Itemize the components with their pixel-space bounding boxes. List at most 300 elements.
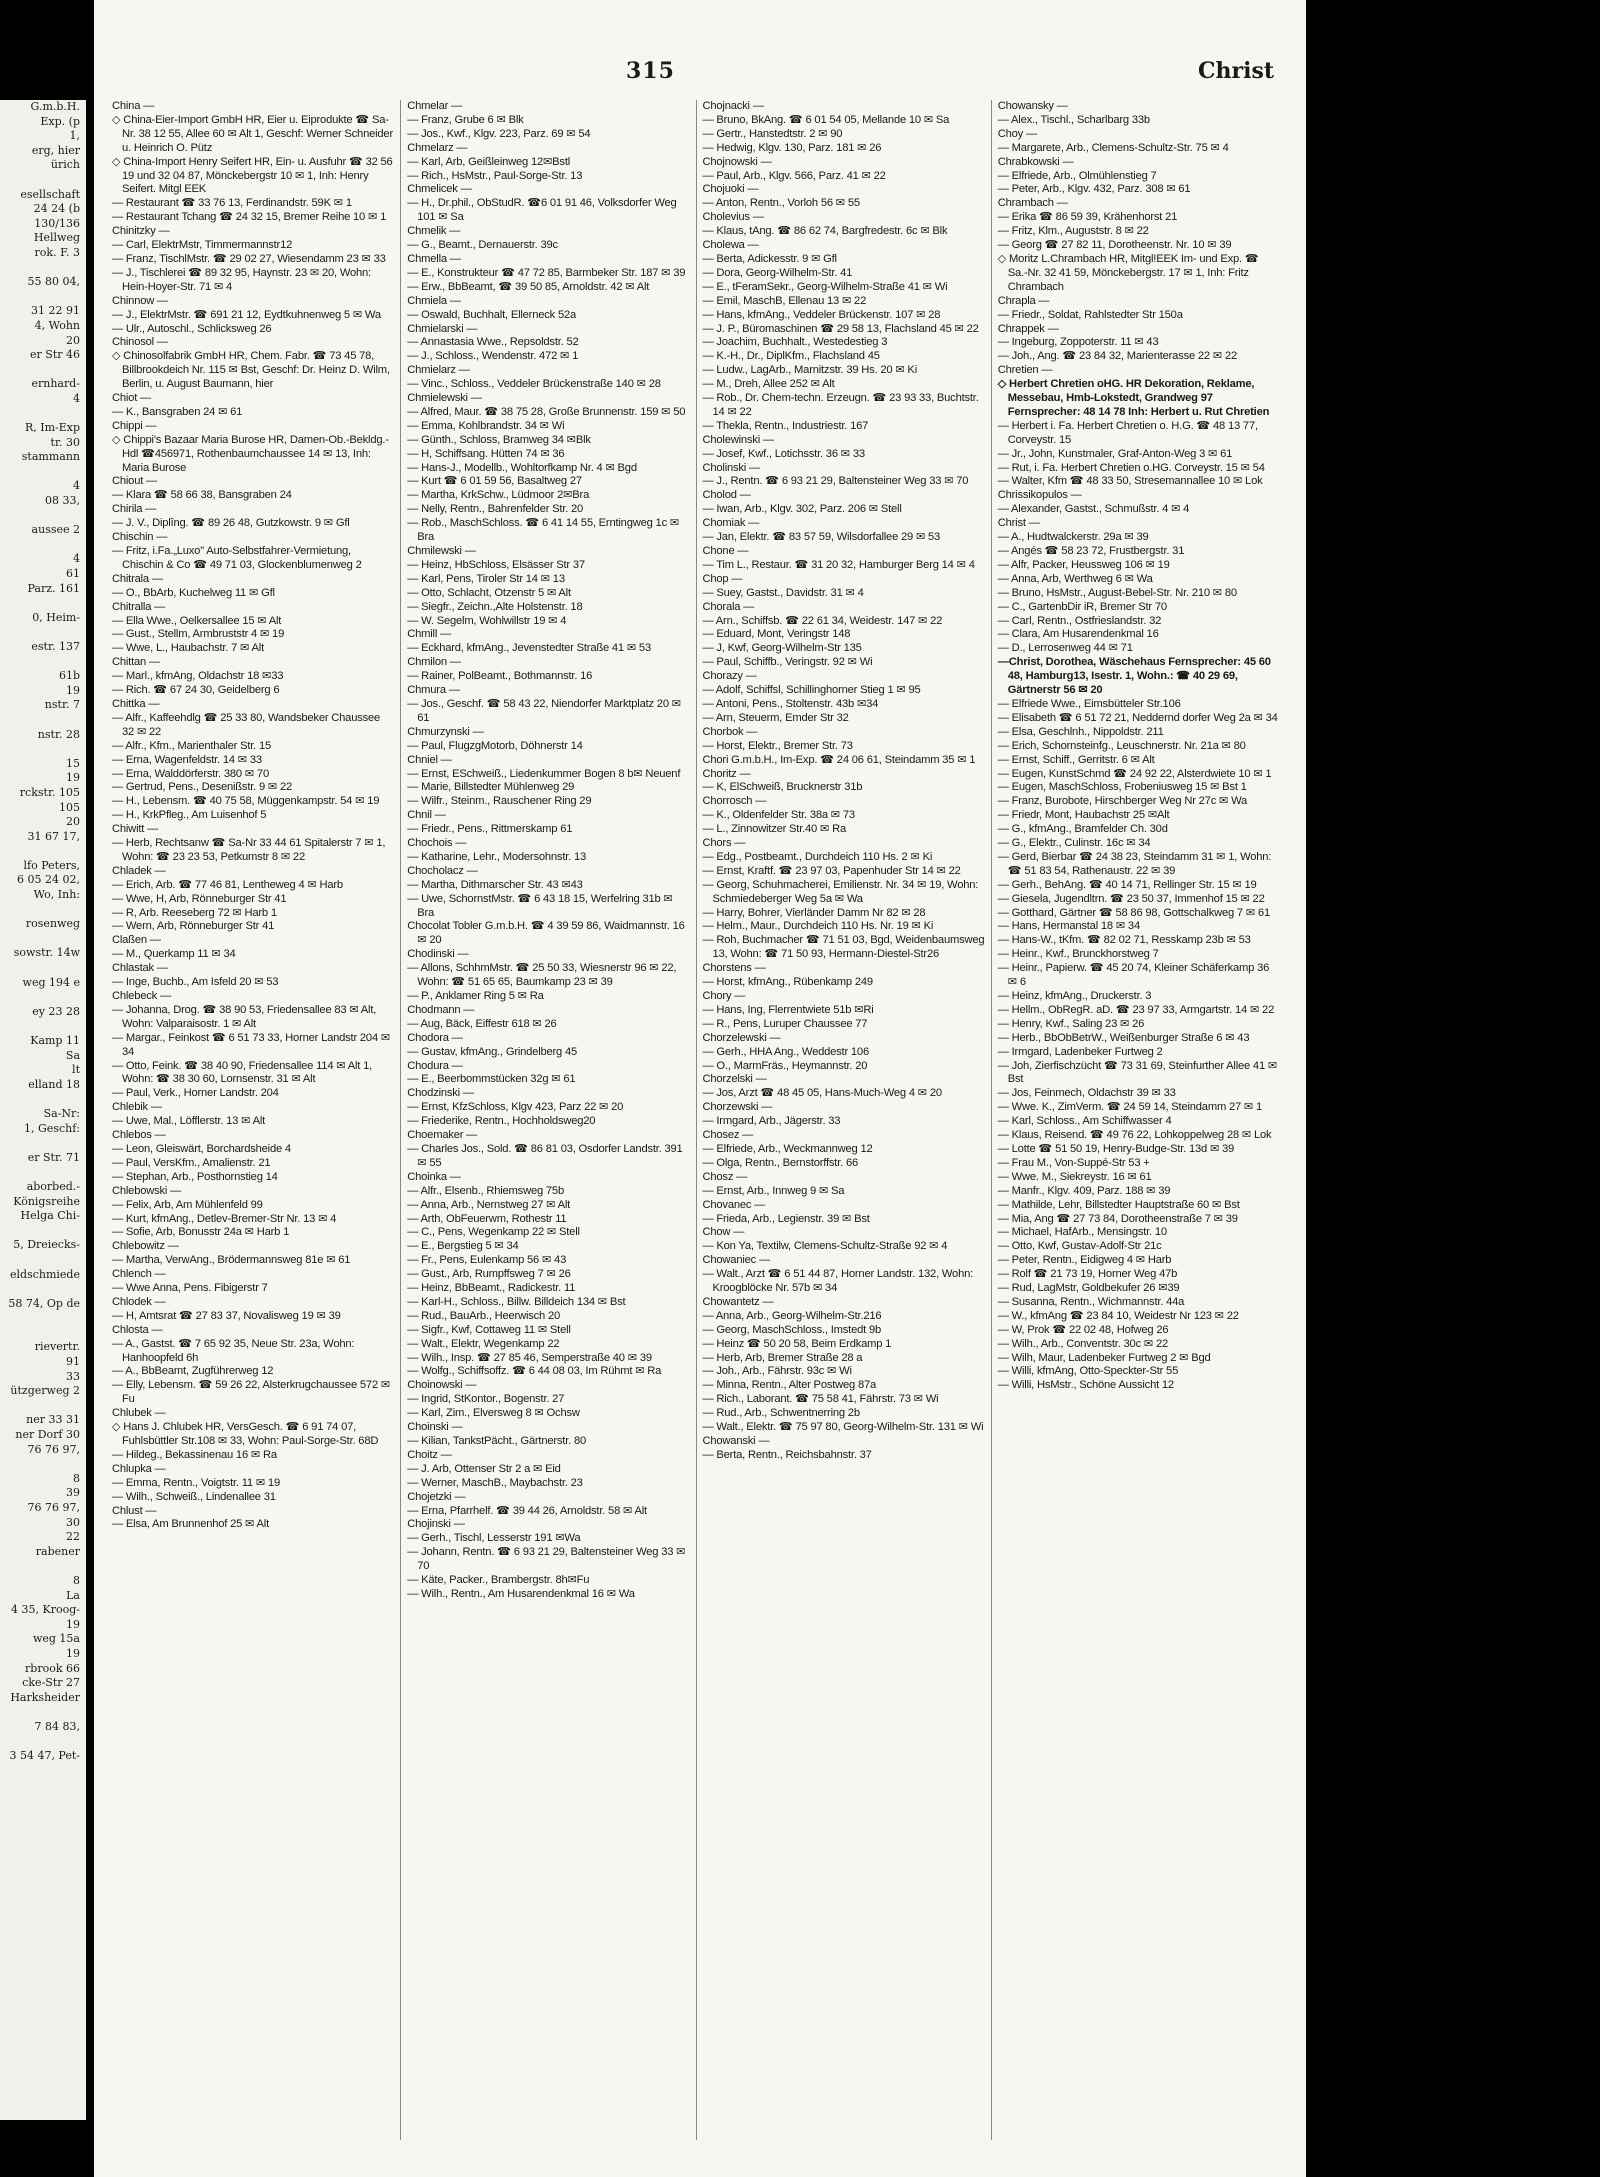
directory-entry: — Jr., John, Kunstmaler, Graf-Anton-Weg 3 ✉ 61 bbox=[997, 447, 1233, 460]
directory-entry: — Restaurant Tchang ☎ 24 32 15, Bremer Reihe 10 ✉ 1 bbox=[112, 211, 387, 224]
directory-entry: — Irmgard, Ladenbeker Furtweg 2 bbox=[997, 1045, 1163, 1058]
directory-entry: Chmella — bbox=[407, 252, 461, 265]
directory-entry: — Paul, Schiffb., Veringstr. 92 ✉ Wi bbox=[702, 656, 873, 669]
sliver-line: rbrook 66 bbox=[25, 1661, 80, 1675]
directory-entry: — Fritz, i.Fa.„Luxo" Auto-Selbstfahrer-Vermietung, Chischin & Co ☎ 49 71 03, Glockenblumenweg 2 bbox=[112, 545, 362, 571]
directory-entry: Chmilewski — bbox=[407, 545, 476, 557]
directory-entry: — Horst, kfmAng., Rübenkamp 249 bbox=[702, 976, 873, 989]
directory-entry: — Georg, Schuhmacherei, Emilienstr. Nr. 34 ✉ 19, Wohn: Schmiedeberger Weg 5a ✉ Wa bbox=[702, 878, 979, 905]
directory-entry: Chlench — bbox=[112, 1268, 166, 1281]
directory-entry: Choinski — bbox=[407, 1421, 463, 1434]
directory-entry: — A., Gastst. ☎ 7 65 92 35, Neue Str. 23a, Wohn: Hanhoopfeld 6h bbox=[112, 1337, 355, 1364]
directory-entry: Chitrala — bbox=[112, 572, 163, 585]
directory-entry: Chinitzky — bbox=[112, 225, 170, 238]
directory-entry: Chow — bbox=[702, 1226, 745, 1239]
sliver-line: ernhard- bbox=[31, 377, 80, 391]
adjacent-page-sliver bbox=[0, 100, 86, 2120]
directory-entry: — Herbert i. Fa. Herbert Chretien o. H.G. ☎ 48 13 77, Corveystr. 15 bbox=[997, 419, 1258, 446]
sliver-line bbox=[0, 844, 84, 859]
sliver-line bbox=[0, 1282, 84, 1297]
directory-entry: Chittka — bbox=[112, 697, 160, 710]
sliver-line: 4 bbox=[73, 479, 80, 493]
directory-entry: — Josef, Kwf., Lotichsstr. 36 ✉ 33 bbox=[702, 447, 865, 460]
directory-entry: — Gerh., BehAng. ☎ 40 14 71, Rellinger Str. 15 ✉ 19 bbox=[997, 878, 1257, 891]
directory-entry: Chmelarz — bbox=[407, 141, 468, 154]
directory-entry: — Wilh., Schweiß., Lindenallee 31 bbox=[112, 1490, 276, 1503]
directory-entry: — Alfr., Kfm., Marienthaler Str. 15 bbox=[112, 739, 272, 752]
directory-entry: — Martha, KrkSchw., Lüdmoor 2✉Bra bbox=[407, 489, 590, 502]
sliver-line bbox=[0, 1019, 84, 1034]
directory-entry: — Wwe, L., Haubachstr. 7 ✉ Alt bbox=[112, 642, 264, 655]
directory-entry: — Mathilde, Lehr, Billstedter Hauptstraße 60 ✉ Bst bbox=[997, 1198, 1240, 1211]
directory-entry: — Joachim, Buchhalt., Westedestieg 3 bbox=[702, 336, 888, 349]
directory-entry: — Hans-W., tKfm. ☎ 82 02 71, Resskamp 23b ✉ 53 bbox=[997, 934, 1251, 947]
directory-entry: — Hans-J., Modellb., Wohltorfkamp Nr. 4 ✉ Bgd bbox=[407, 461, 637, 474]
directory-entry: Chrapla — bbox=[997, 294, 1050, 307]
sliver-line bbox=[0, 655, 84, 670]
directory-entry: — Walt., Elektr. ☎ 75 97 80, Georg-Wilhelm-Str. 131 ✉ Wi bbox=[702, 1421, 984, 1434]
directory-entry: — H, Schiffsang. Hütten 74 ✉ 36 bbox=[407, 447, 565, 460]
directory-entry: — Günth., Schloss, Bramweg 34 ✉Blk bbox=[407, 433, 591, 446]
directory-entry: — Ernst, Kraftf. ☎ 23 97 03, Papenhuder Str 14 ✉ 22 bbox=[702, 864, 961, 877]
directory-entry: — Dora, Georg-Wilhelm-Str. 41 bbox=[702, 266, 853, 279]
sliver-line: 39 bbox=[66, 1486, 80, 1500]
directory-entry: — Minna, Rentn., Alter Postweg 87a bbox=[702, 1379, 877, 1392]
directory-entry: — Wern, Arb, Rönneburger Str 41 bbox=[112, 920, 275, 933]
directory-entry: — Margar., Feinkost ☎ 6 51 73 33, Horner Landstr 204 ✉ 34 bbox=[112, 1031, 391, 1058]
directory-entry: — Allons, SchhmMstr. ☎ 25 50 33, Wiesnerstr 96 ✉ 22, Wohn: ☎ 51 65 65, Baumkamp 23 ✉ 39 bbox=[407, 962, 677, 989]
directory-entry: — Erna, Pfarrhelf. ☎ 39 44 26, Arnoldstr. 58 ✉ Alt bbox=[407, 1504, 647, 1517]
directory-entry: Chnil — bbox=[407, 809, 446, 822]
directory-entry: — Eduard, Mont, Veringstr 148 bbox=[702, 628, 851, 641]
directory-entry: Cholod — bbox=[702, 489, 751, 502]
directory-entry: — G., Beamt., Dernauerstr. 39c bbox=[407, 239, 558, 252]
sliver-line bbox=[0, 1092, 84, 1107]
directory-entry: — Martha, Dithmarscher Str. 43 ✉43 bbox=[407, 878, 583, 891]
sliver-line: 8 bbox=[73, 1573, 80, 1587]
sliver-line: 6 05 24 02, bbox=[17, 873, 80, 887]
directory-entry: — E., Beerbommstücken 32g ✉ 61 bbox=[407, 1073, 576, 1086]
directory-entry: Chlebeck — bbox=[112, 990, 171, 1002]
sliver-line bbox=[0, 1253, 84, 1268]
directory-entry: — Rut, i. Fa. Herbert Chretien o.HG. Corveystr. 15 ✉ 54 bbox=[997, 461, 1265, 474]
directory-entry: — Marl., kfmAng, Oldachstr 18 ✉33 bbox=[112, 670, 284, 683]
directory-entry: — H., Dr.phil., ObStudR. ☎6 01 91 46, Volksdorfer Weg 101 ✉ Sa bbox=[407, 197, 677, 224]
directory-entry: Chop — bbox=[702, 572, 743, 585]
directory-entry: — Jos, Feinmech, Oldachstr 39 ✉ 33 bbox=[997, 1087, 1176, 1100]
directory-entry: Chocholacz — bbox=[407, 864, 478, 877]
directory-entry: — Heinr., Papierw. ☎ 45 20 74, Kleiner Schäferkamp 36 ✉ 6 bbox=[997, 962, 1270, 989]
sliver-line: rievertr. bbox=[34, 1340, 80, 1354]
directory-entry: — C., GartenbDir iR, Bremer Str 70 bbox=[997, 600, 1167, 613]
directory-entry: Choemaker — bbox=[407, 1129, 478, 1142]
directory-entry: — Anna, Arb., Georg-Wilhelm-Str.216 bbox=[702, 1309, 882, 1322]
sliver-line: 19 bbox=[66, 683, 80, 697]
directory-entry: — E., Bergstieg 5 ✉ 34 bbox=[407, 1240, 519, 1253]
directory-entry: — Eckhard, kfmAng., Jevenstedter Straße 41 ✉ 53 bbox=[407, 642, 651, 655]
sliver-line bbox=[0, 290, 84, 305]
directory-entry: — E., tFeramSekr., Georg-Wilhelm-Straße 41 ✉ Wi bbox=[702, 280, 948, 293]
directory-entry: — Helm., Maur., Durchdeich 110 Hs. Nr. 19 ✉ Ki bbox=[702, 920, 934, 933]
sliver-line: ner Dorf 30 bbox=[15, 1428, 80, 1442]
column-1 bbox=[106, 100, 400, 2140]
sliver-line: elland 18 bbox=[28, 1077, 80, 1091]
directory-entry: Chlebos — bbox=[112, 1129, 166, 1142]
directory-entry: Chodura — bbox=[407, 1059, 463, 1072]
directory-entry: — Restaurant ☎ 33 76 13, Ferdinandstr. 59K ✉ 1 bbox=[112, 197, 352, 210]
sliver-line bbox=[0, 1326, 84, 1341]
directory-entry: — Alfred, Maur. ☎ 38 75 28, Große Brunnenstr. 159 ✉ 50 bbox=[407, 405, 686, 418]
directory-entry: Chiot — bbox=[112, 392, 152, 405]
directory-entry: Chowanski — bbox=[702, 1435, 770, 1447]
directory-entry: — Irmgard, Arb., Jägerstr. 33 bbox=[702, 1115, 841, 1128]
sliver-line bbox=[0, 1705, 84, 1720]
directory-entry: Chitralla — bbox=[112, 600, 166, 613]
directory-entry: — Karl, Arb, Geißleinweg 12✉Bstl bbox=[407, 155, 571, 168]
directory-entry: — Ernst, Schiff., Gerritstr. 6 ✉ Alt bbox=[997, 753, 1155, 766]
directory-entry: — Ernst, ESchweiß., Liedenkummer Bogen 8 b✉ Neuenf bbox=[407, 767, 681, 780]
sliver-line: Sa bbox=[65, 1048, 80, 1062]
sliver-line: 1, Geschf: bbox=[24, 1121, 80, 1135]
sliver-line: 15 bbox=[66, 756, 80, 770]
directory-entry: — Otto, Kwf, Gustav-Adolf-Str 21c bbox=[997, 1240, 1162, 1253]
directory-entry: — Marie, Billstedter Mühlenweg 29 bbox=[407, 781, 575, 794]
directory-entry: — Inge, Buchb., Am Isfeld 20 ✉ 53 bbox=[112, 976, 279, 989]
directory-entry: — Klaus, Reisend. ☎ 49 76 22, Lohkoppelweg 28 ✉ Lok bbox=[997, 1129, 1272, 1142]
directory-entry: — Martha, VerwAng., Brödermannsweg 81e ✉ 61 bbox=[112, 1254, 351, 1267]
directory-entry: — Willi, kfmAng, Otto-Speckter-Str 55 bbox=[997, 1365, 1179, 1378]
directory-entry: — Gust., Arb, Rumpffsweg 7 ✉ 26 bbox=[407, 1268, 571, 1281]
directory-entry: ◇ Chinosolfabrik GmbH HR, Chem. Fabr. ☎ 73 45 78, Billbrookdeich Nr. 115 ✉ Bst, Geschf: Dr. Heinz D. Wilm, Berlin, u. August Baumann, hier bbox=[112, 350, 390, 391]
directory-entry: Chlupka — bbox=[112, 1462, 166, 1475]
sliver-line: 4 bbox=[73, 552, 80, 566]
directory-entry: Chovanec — bbox=[702, 1198, 766, 1211]
directory-entry: Chojnacki — bbox=[702, 100, 764, 112]
directory-entry: — Kilian, TankstPächt., Gärtnerstr. 80 bbox=[407, 1435, 586, 1447]
directory-entry: — Ludw., LagArb., Marnitzstr. 39 Hs. 20 ✉ Ki bbox=[702, 364, 917, 377]
directory-entry: Chmiela — bbox=[407, 294, 461, 307]
directory-entry: — Arn, Steuerm, Emder Str 32 bbox=[702, 711, 849, 724]
directory-entry: — Friedr., Pens., Rittmerskamp 61 bbox=[407, 823, 573, 836]
directory-entry: — Felix, Arb, Am Mühlenfeld 99 bbox=[112, 1198, 263, 1211]
sliver-line: 76 76 97, bbox=[27, 1501, 80, 1514]
directory-entry: Chmilon — bbox=[407, 656, 461, 669]
directory-entry: — Hans, Hermanstal 18 ✉ 34 bbox=[997, 920, 1140, 933]
directory-entry: Chodmann — bbox=[407, 1003, 475, 1016]
directory-entry: Chmurzynski — bbox=[407, 725, 484, 738]
directory-entry: — D., Lerrosenweg 44 ✉ 71 bbox=[997, 642, 1133, 655]
directory-entry: — Heinz, HbSchloss, Elsässer Str 37 bbox=[407, 558, 585, 571]
directory-entry: — Gust., Stellm, Armbruststr 4 ✉ 19 bbox=[112, 628, 285, 641]
directory-entry: Chmura — bbox=[407, 684, 460, 697]
directory-entry: — Hedwig, Klgv. 130, Parz. 181 ✉ 26 bbox=[702, 141, 882, 154]
sliver-line: Sa-Nr: bbox=[43, 1106, 80, 1120]
directory-entry: — Paul, FlugzgMotorb, Döhnerstr 14 bbox=[407, 739, 583, 752]
directory-entry: — Joh., Ang. ☎ 23 84 32, Marienterasse 22 ✉ 22 bbox=[997, 350, 1237, 363]
directory-entry: Chojetzki — bbox=[407, 1490, 466, 1503]
sliver-line: 3 54 47, Pet- bbox=[9, 1749, 80, 1763]
directory-entry: — Fr., Pens, Eulenkamp 56 ✉ 43 bbox=[407, 1254, 567, 1267]
sliver-line: 31 22 91 bbox=[31, 304, 80, 318]
directory-entry: — Rich., HsMstr., Paul-Sorge-Str. 13 bbox=[407, 169, 583, 182]
directory-entry: — Wilh, Maur, Ladenbeker Furtweg 2 ✉ Bgd bbox=[997, 1351, 1211, 1364]
sliver-line: Exp. (p bbox=[40, 114, 80, 128]
directory-entry: — Anna, Arb., Nernstweg 27 ✉ Alt bbox=[407, 1198, 571, 1211]
directory-entry: Chorzelewski — bbox=[702, 1031, 781, 1044]
sliver-line bbox=[0, 1311, 84, 1326]
directory-entry: — K, ElSchweiß, Brucknerstr 31b bbox=[702, 781, 863, 794]
directory-entry: — Elisabeth ☎ 6 51 72 21, Neddernd dorfer Weg 2a ✉ 34 bbox=[997, 711, 1278, 724]
sliver-line: Harksheider bbox=[10, 1690, 80, 1704]
directory-entry: — Manfr., Klgv. 409, Parz. 188 ✉ 39 bbox=[997, 1184, 1171, 1197]
sliver-line bbox=[0, 625, 84, 640]
sliver-line bbox=[0, 1735, 84, 1750]
directory-entry: — W., kfmAng ☎ 23 84 10, Weidestr Nr 123 ✉ 22 bbox=[997, 1309, 1239, 1322]
directory-entry: — Herb, Rechtsanw ☎ Sa-Nr 33 44 61 Spitalerstr 7 ✉ 1, Wohn: ☎ 23 23 53, Petkumstr 8 ✉ 22 bbox=[112, 837, 386, 863]
directory-entry: — H., KrkPfleg., Am Luisenhof 5 bbox=[112, 809, 267, 822]
directory-entry: Chrambach — bbox=[997, 197, 1068, 210]
directory-entry: — Horst, Elektr., Bremer Str. 73 bbox=[702, 739, 853, 752]
directory-entry: — Käte, Packer., Brambergstr. 8h✉Fu bbox=[407, 1574, 590, 1587]
sliver-line: 105 bbox=[59, 800, 80, 814]
directory-entry: — Carl, Rentn., Ostfrieslandstr. 32 bbox=[997, 614, 1162, 627]
sliver-line: weg 194 e bbox=[22, 975, 80, 989]
sliver-line: 19 bbox=[66, 1646, 80, 1660]
directory-entry: — Anton, Rentn., Vorloh 56 ✉ 55 bbox=[702, 197, 860, 210]
directory-entry: Chocolat Tobler G.m.b.H. ☎ 4 39 59 86, Waidmannstr. 16 ✉ 20 bbox=[407, 920, 685, 947]
directory-entry: — Rob., MaschSchloss. ☎ 6 41 14 55, Erntingweg 1c ✉ Bra bbox=[407, 517, 680, 544]
directory-entry: — Franz, Grube 6 ✉ Blk bbox=[407, 113, 524, 126]
sliver-line: estr. 137 bbox=[31, 639, 80, 653]
directory-entry: — Herb, Arb, Bremer Straße 28 a bbox=[702, 1351, 863, 1364]
directory-entry: Choitz — bbox=[407, 1448, 452, 1461]
directory-entry: — Werner, MaschB., Maybachstr. 23 bbox=[407, 1476, 583, 1489]
directory-entry: Chodinski — bbox=[407, 948, 469, 961]
directory-entry: — Erna, Wagenfeldstr. 14 ✉ 33 bbox=[112, 753, 262, 766]
directory-entry: — Herb., BbObBetrW., Weißenburger Straße 6 ✉ 43 bbox=[997, 1031, 1250, 1044]
directory-entry: — Fritz, Klm., Auguststr. 8 ✉ 22 bbox=[997, 225, 1149, 238]
directory-entry: — Elly, Lebensm. ☎ 59 26 22, Alsterkrugchaussee 572 ✉ Fu bbox=[112, 1379, 391, 1406]
sliver-line: G.m.b.H. bbox=[30, 100, 80, 113]
sliver-line: er Str. 71 bbox=[27, 1150, 80, 1164]
sliver-line: ürich bbox=[50, 158, 80, 172]
directory-entry: — Gertrud, Pens., Desenißstr. 9 ✉ 22 bbox=[112, 781, 293, 794]
directory-entry: Chmelar — bbox=[407, 100, 463, 112]
directory-entry: — Ingeburg, Zoppoterstr. 11 ✉ 43 bbox=[997, 336, 1159, 349]
directory-entry: — Friedr., Soldat, Rahlstedter Str 150a bbox=[997, 308, 1183, 321]
directory-entry: — Alfr., Elsenb., Rhiemsweg 75b bbox=[407, 1184, 564, 1197]
directory-entry: — Walt., Arzt ☎ 6 51 44 87, Horner Landstr. 132, Wohn: Kroogblöcke Nr. 57b ✉ 34 bbox=[702, 1268, 974, 1295]
directory-entry: — Erika ☎ 86 59 39, Krähenhorst 21 bbox=[997, 211, 1178, 224]
sliver-line: 08 33, bbox=[45, 494, 80, 508]
sliver-line: 76 76 97, bbox=[27, 1442, 80, 1456]
directory-entry: Chinosol — bbox=[112, 336, 168, 349]
directory-entry: Chischin — bbox=[112, 531, 168, 544]
sliver-line bbox=[0, 903, 84, 918]
directory-entry: — Gustav, kfmAng., Grindelberg 45 bbox=[407, 1045, 578, 1058]
directory-entry: Chowantetz — bbox=[702, 1295, 774, 1308]
directory-entry: — Paul, VersKfm., Amalienstr. 21 bbox=[112, 1156, 271, 1169]
directory-entry: — Heinz, BbBeamt., Radickestr. 11 bbox=[407, 1282, 576, 1295]
sliver-line: rosenweg bbox=[25, 917, 80, 931]
directory-entry: Chodzinski — bbox=[407, 1087, 474, 1100]
directory-entry: — Roh, Buchmacher ☎ 71 51 03, Bgd, Weidenbaumsweg 13, Wohn: ☎ 71 50 93, Hermann-Diestel-Str26 bbox=[702, 934, 985, 961]
directory-entry: — Elsa, Geschlnh., Nippoldstr. 211 bbox=[997, 725, 1164, 738]
sliver-line: 30 bbox=[66, 1515, 80, 1529]
directory-entry: — Wwe. M., Siekreystr. 16 ✉ 61 bbox=[997, 1170, 1152, 1183]
directory-entry: — Johann, Rentn. ☎ 6 93 21 29, Baltensteiner Weg 33 ✉ 70 bbox=[407, 1546, 686, 1573]
directory-entry: Chosz — bbox=[702, 1170, 748, 1183]
directory-entry: — Jos., Kwf., Klgv. 223, Parz. 69 ✉ 54 bbox=[407, 127, 591, 140]
sliver-line: aussee 2 bbox=[31, 523, 80, 537]
directory-entry: Chowansky — bbox=[997, 100, 1068, 112]
sliver-line: R, Im-Exp bbox=[24, 421, 80, 435]
directory-entry: Chmelicek — bbox=[407, 183, 472, 196]
directory-entry: — Harry, Bohrer, Vierländer Damm Nr 82 ✉ 28 bbox=[702, 906, 926, 919]
directory-entry: — H, Amtsrat ☎ 27 83 37, Novalisweg 19 ✉ 39 bbox=[112, 1309, 341, 1322]
directory-entry: Chors — bbox=[702, 837, 746, 850]
directory-entry: — Karl, Pens, Tiroler Str 14 ✉ 13 bbox=[407, 572, 565, 585]
sliver-line: 1, bbox=[69, 129, 80, 143]
directory-entry: — Karl, Zim., Elversweg 8 ✉ Ochsw bbox=[407, 1407, 580, 1420]
directory-entry: — Karl, Schloss., Am Schiffwasser 4 bbox=[997, 1115, 1172, 1128]
directory-entry: Chippi — bbox=[112, 419, 157, 432]
directory-entry: — O., MarmFräs., Heymannstr. 20 bbox=[702, 1059, 868, 1072]
sliver-line bbox=[0, 1559, 84, 1574]
sliver-line: nstr. 7 bbox=[44, 698, 80, 712]
directory-entry: ◇ China-Eier-Import GmbH HR, Eier u. Eiprodukte ☎ Sa-Nr. 38 12 55, Allee 60 ✉ Alt 1, Geschf: Werner Schneider u. Heinrich O. Pütz bbox=[112, 113, 393, 154]
sliver-line bbox=[0, 1399, 84, 1414]
directory-entry: Chmielewski — bbox=[407, 392, 482, 405]
sliver-line: Hellweg bbox=[33, 231, 80, 245]
sliver-line: Königsreihe bbox=[13, 1194, 80, 1208]
directory-entry: Chorstens — bbox=[702, 962, 766, 975]
directory-entry: — R., Pens, Luruper Chaussee 77 bbox=[702, 1017, 868, 1030]
directory-entry: — Ingrid, StKontor., Bogenstr. 27 bbox=[407, 1393, 565, 1406]
directory-entry: — R, Arb. Reeseberg 72 ✉ Harb 1 bbox=[112, 906, 277, 919]
directory-entry: — Clara, Am Husarendenkmal 16 bbox=[997, 628, 1159, 641]
sliver-line: 7 84 83, bbox=[34, 1719, 80, 1733]
directory-entry: — Karl-H., Schloss., Billw. Billdeich 134 ✉ Bst bbox=[407, 1295, 626, 1308]
directory-entry: — Wilh., Insp. ☎ 27 85 46, Semperstraße 40 ✉ 39 bbox=[407, 1351, 652, 1364]
directory-entry: Chiout — bbox=[112, 475, 158, 488]
directory-entry: — Nelly, Rentn., Bahrenfelder Str. 20 bbox=[407, 503, 584, 516]
directory-entry: — Berta, Adickesstr. 9 ✉ Gfl bbox=[702, 252, 837, 265]
directory-entry: — Willi, HsMstr., Schöne Aussicht 12 bbox=[997, 1379, 1174, 1392]
directory-entry: — Heinz, kfmAng., Druckerstr. 3 bbox=[997, 990, 1152, 1002]
directory-entry: Chlust — bbox=[112, 1504, 157, 1517]
directory-entry: Choy — bbox=[997, 127, 1037, 140]
directory-entry: — Heinz ☎ 50 20 58, Beim Erdkamp 1 bbox=[702, 1337, 892, 1350]
directory-entry: — H., Lebensm. ☎ 40 75 58, Müggenkampstr. 54 ✉ 19 bbox=[112, 795, 380, 808]
directory-entry: — Wilfr., Steinm., Rauschener Ring 29 bbox=[407, 795, 592, 808]
directory-entry: — Frau M., Von-Suppé-Str 53 + bbox=[997, 1156, 1150, 1169]
directory-entry: — Rud, LagMstr, Goldbekufer 26 ✉39 bbox=[997, 1282, 1180, 1295]
sliver-line bbox=[0, 1165, 84, 1180]
directory-entry: — Eugen, KunstSchmd ☎ 24 92 22, Alsterdwiete 10 ✉ 1 bbox=[997, 767, 1272, 780]
directory-entry: — Arn., Schiffsb. ☎ 22 61 34, Weidestr. 147 ✉ 22 bbox=[702, 614, 943, 627]
directory-entry: Choinka — bbox=[407, 1170, 461, 1183]
directory-entry: — Johanna, Drog. ☎ 38 90 53, Friedensallee 83 ✉ Alt, Wohn: Valparaisostr. 1 ✉ Alt bbox=[112, 1003, 377, 1030]
sliver-line: er Str 46 bbox=[30, 348, 80, 362]
directory-entry: Chojuoki — bbox=[702, 183, 759, 196]
sliver-line: 5, Dreiecks- bbox=[13, 1238, 80, 1252]
directory-entry: Chniel — bbox=[407, 753, 452, 766]
sliver-line: 130/136 bbox=[34, 216, 80, 230]
directory-entry: — Alfr, Packer, Heussweg 106 ✉ 19 bbox=[997, 558, 1170, 571]
directory-entry: — Lotte ☎ 51 50 19, Henry-Budge-Str. 13d ✉ 39 bbox=[997, 1142, 1235, 1155]
directory-entry: Cholewa — bbox=[702, 239, 759, 252]
directory-entry: — P., Anklamer Ring 5 ✉ Ra bbox=[407, 990, 544, 1002]
directory-entry: — Klaus, tAng. ☎ 86 62 74, Bargfredestr. 6c ✉ Blk bbox=[702, 225, 948, 238]
sliver-line: rabener bbox=[35, 1544, 80, 1558]
sliver-line: cke-Str 27 bbox=[22, 1676, 80, 1690]
sliver-line bbox=[0, 173, 84, 188]
sliver-line: weg 15a bbox=[32, 1632, 80, 1646]
sliver-line bbox=[0, 742, 84, 757]
directory-entry: Choritz — bbox=[702, 767, 751, 780]
directory-entry: — J. Arb, Ottenser Str 2 a ✉ Eid bbox=[407, 1462, 561, 1475]
entry-columns bbox=[106, 100, 1286, 2140]
directory-entry: Choinowski — bbox=[407, 1379, 477, 1392]
directory-entry: — Uwe, Mal., Löfflerstr. 13 ✉ Alt bbox=[112, 1115, 266, 1128]
directory-entry: — Elfriede, Arb., Weckmannweg 12 bbox=[702, 1142, 873, 1155]
directory-entry: — K., Oldenfelder Str. 38a ✉ 73 bbox=[702, 809, 855, 822]
sliver-line: rok. F. 3 bbox=[34, 245, 80, 259]
directory-entry: — Rich. ☎ 67 24 30, Geidelberg 6 bbox=[112, 684, 280, 697]
directory-entry: Chittan — bbox=[112, 656, 160, 669]
directory-entry: — Paul, Verk., Horner Landstr. 204 bbox=[112, 1087, 279, 1100]
directory-entry: — Klara ☎ 58 66 38, Bansgraben 24 bbox=[112, 489, 292, 502]
sliver-line: 31 67 17, bbox=[27, 829, 80, 843]
directory-entry: — Henry, Kwf., Saling 23 ✉ 26 bbox=[997, 1017, 1145, 1030]
directory-entry: — Gerd, Bierbar ☎ 24 38 23, Steindamm 31 ✉ 1, Wohn: ☎ 51 83 54, Rathenaustr. 22 ✉ 39 bbox=[997, 850, 1272, 877]
sliver-line bbox=[0, 961, 84, 976]
directory-entry: Cholevius — bbox=[702, 211, 764, 224]
directory-entry: Chrabkowski — bbox=[997, 155, 1074, 168]
sliver-line: lfo Peters, bbox=[23, 858, 80, 872]
directory-entry: — Iwan, Arb., Klgv. 302, Parz. 206 ✉ Stell bbox=[702, 503, 902, 516]
directory-entry: — G., Elektr., Culinstr. 16c ✉ 34 bbox=[997, 837, 1151, 850]
sliver-line bbox=[0, 713, 84, 728]
directory-entry: — A., Hudtwalckerstr. 29a ✉ 39 bbox=[997, 531, 1149, 544]
directory-entry: — Friederike, Rentn., Hochholdsweg20 bbox=[407, 1115, 596, 1128]
directory-entry: Chiwitt — bbox=[112, 823, 159, 836]
directory-entry: — Wolfg., Schiffsoffz. ☎ 6 44 08 03, Im Rühmt ✉ Ra bbox=[407, 1365, 662, 1378]
directory-entry: — Alexander, Gastst., Schmußstr. 4 ✉ 4 bbox=[997, 503, 1190, 516]
sliver-line: ützgerweg 2 bbox=[10, 1384, 80, 1398]
directory-entry: — Stephan, Arb., Posthornstieg 14 bbox=[112, 1170, 278, 1183]
column-4 bbox=[991, 100, 1286, 2140]
sliver-line: aborbed.- bbox=[26, 1179, 80, 1193]
sliver-line: 0, Heim- bbox=[32, 610, 80, 624]
directory-entry: — Emma, Rentn., Voigtstr. 11 ✉ 19 bbox=[112, 1476, 280, 1489]
directory-entry: — Kurt ☎ 6 01 59 56, Basaltweg 27 bbox=[407, 475, 582, 488]
sliver-line: eldschmiede bbox=[10, 1267, 80, 1281]
directory-entry: Chmill — bbox=[407, 628, 452, 641]
directory-entry: Chowaniec — bbox=[702, 1254, 770, 1267]
directory-entry: — J., ElektrMstr. ☎ 691 21 12, Eydtkuhnenweg 5 ✉ Wa bbox=[112, 308, 381, 321]
directory-entry: — Rainer, PolBeamt., Bothmannstr. 16 bbox=[407, 670, 593, 683]
directory-entry: — Peter, Rentn., Eidigweg 4 ✉ Harb bbox=[997, 1254, 1172, 1267]
directory-entry: Chlodek — bbox=[112, 1295, 166, 1308]
directory-entry: — Siegfr., Zeichn.,Alte Holstenstr. 18 bbox=[407, 600, 583, 613]
directory-entry: Chlosta — bbox=[112, 1323, 163, 1336]
directory-entry: ◇ China-Import Henry Seifert HR, Ein- u. Ausfuhr ☎ 32 56 19 und 32 04 87, Mönckebergstr 10 ✉ 1, Inh: Henry Seifert. Mitgl EEK bbox=[112, 155, 393, 196]
sliver-line: esellschaft bbox=[20, 187, 80, 201]
directory-entry: Chrappek — bbox=[997, 322, 1059, 335]
sliver-line bbox=[0, 363, 84, 378]
